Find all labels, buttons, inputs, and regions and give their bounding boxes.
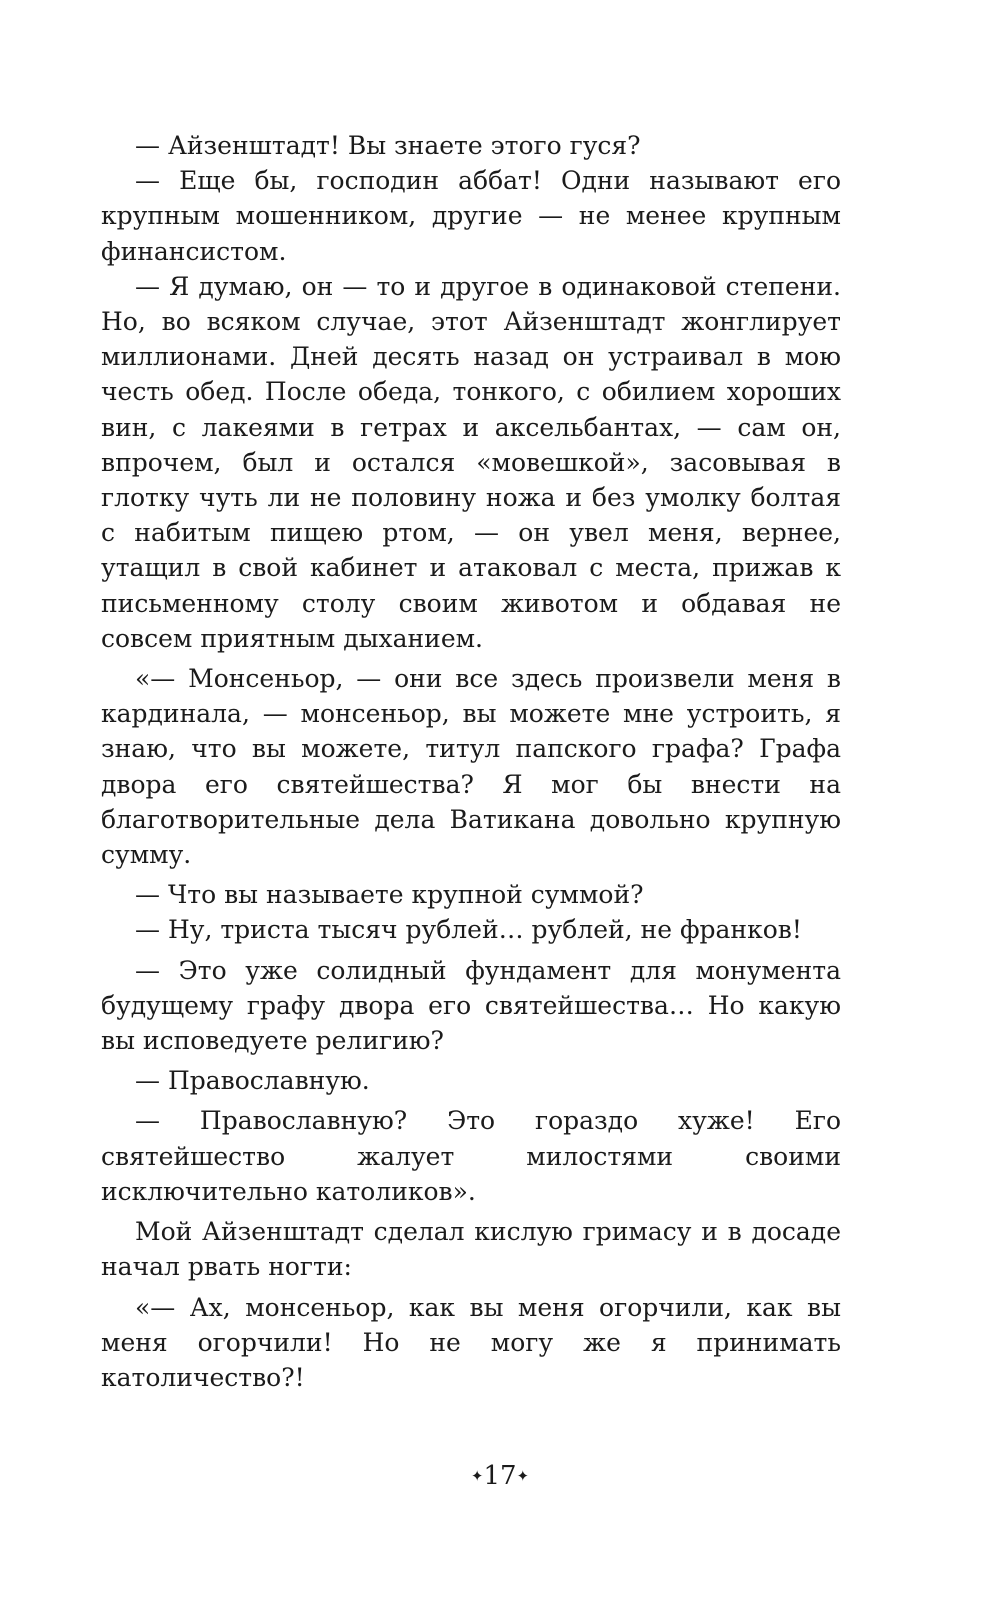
paragraph-9: — Православную? Это гораздо хуже! Его святейшество жалует милостями своими исключительно католиков». xyxy=(101,1106,841,1206)
paragraph-7: — Это уже солидный фундамент для монумента будущему графу двора его святейшества… Но какую вы исповедуете религию? xyxy=(101,955,841,1056)
page-number-footer xyxy=(0,1460,1000,1492)
body-text xyxy=(101,128,841,1395)
page-number: 17 xyxy=(483,1461,517,1491)
paragraph-8: — Православную. xyxy=(135,1066,370,1096)
paragraph-10: Мой Айзенштадт сделал кислую гримасу и в досаде начал рвать ногти: xyxy=(101,1217,841,1282)
paragraph-1: — Айзенштадт! Вы знаете этого гуся? xyxy=(135,131,641,160)
paragraph-4: «— Монсеньор, — они все здесь произвели меня в кардинала, — монсеньор, вы можете мне устроить, я знаю, что вы можете, титул папского графа? Графа двора его святейшества? Я мог бы внести на благотворительные дела Ватикана довольно крупную сумму. xyxy=(101,664,841,870)
paragraph-11: «— Ах, монсеньор, как вы меня огорчили, как вы меня огорчили! Но не могу же я принимать католичество?! xyxy=(101,1292,841,1392)
paragraph-5: — Что вы называете крупной суммой? xyxy=(135,880,644,910)
ornament-left-icon: ✦ xyxy=(470,1467,484,1485)
paragraph-3: — Я думаю, он — то и другое в одинаковой степени. Но, во всяком случае, этот Айзенштадт жонглирует миллионами. Дней десять назад он устраивал в мою честь обед. После обеда, тонкого, с обилием хороших вин, с лакеями в гетрах и аксельбантах, — сам он, впрочем, был и остался «мовешкой», засовывая в глотку чуть ли не половину ножа и без умолку болтая с набитым пищею ртом, — он увел меня, вернее, утащил в свой кабинет и атаковал с места, прижав к письменному столу своим животом и обдавая не совсем приятным дыханием. xyxy=(101,271,841,653)
ornament-right-icon: ✦ xyxy=(516,1467,530,1485)
paragraph-2: — Еще бы, господин аббат! Одни называют его крупным мошенником, другие — не менее крупным финансистом. xyxy=(101,166,841,266)
paragraph-6: — Ну, триста тысяч рублей… рублей, не франков! xyxy=(135,915,802,945)
